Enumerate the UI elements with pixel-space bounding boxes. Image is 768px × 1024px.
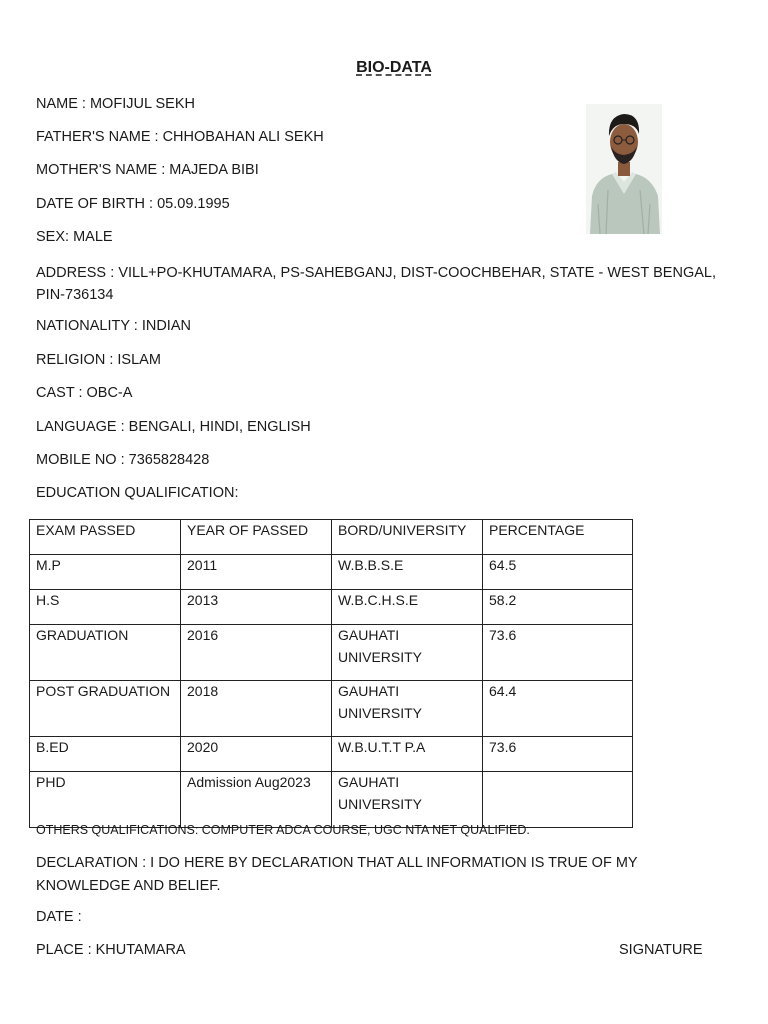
signature-label: SIGNATURE [619,942,703,958]
address-field: ADDRESS : VILL+PO-KHUTAMARA, PS-SAHEBGANJ, DIST-COOCHBEHAR, STATE - WEST BENGAL, PIN-736134 [36,265,716,303]
table-cell: GAUHATI UNIVERSITY [332,772,483,828]
language-field: LANGUAGE : BENGALI, HINDI, ENGLISH [36,419,311,435]
place-field: PLACE : KHUTAMARA [36,942,186,958]
other-qualifications: OTHERS QUALIFICATIONS: COMPUTER ADCA COURSE, UGC NTA NET QUALIFIED. [36,823,530,837]
table-cell: GAUHATI UNIVERSITY [332,681,483,737]
table-cell: H.S [30,590,181,625]
table-cell: B.ED [30,737,181,772]
table-row [30,737,633,772]
table-cell: W.B.B.S.E [332,555,483,590]
table-cell: 73.6 [483,737,633,772]
table-cell: W.B.C.H.S.E [332,590,483,625]
name-field: NAME : MOFIJUL SEKH [36,96,195,112]
table-cell: 64.4 [483,681,633,737]
table-cell: Admission Aug2023 [181,772,332,828]
document-title: BIO-DATA [356,59,432,76]
header-board-university: BORD/UNIVERSITY [332,520,483,555]
table-cell: 73.6 [483,625,633,681]
cast-field: CAST : OBC-A [36,385,133,401]
declaration-text: DECLARATION : I DO HERE BY DECLARATION THAT ALL INFORMATION IS TRUE OF MY KNOWLEDGE AND BELIEF. [36,855,638,894]
table-header-row [30,520,633,555]
religion-field: RELIGION : ISLAM [36,352,161,368]
table-cell: 2013 [181,590,332,625]
table-cell: PHD [30,772,181,828]
table-cell: 58.2 [483,590,633,625]
table-row [30,590,633,625]
table-cell: 2020 [181,737,332,772]
education-table [29,519,633,828]
table-cell: 2016 [181,625,332,681]
table-row [30,681,633,737]
table-cell [483,772,633,828]
father-name-field: FATHER'S NAME : CHHOBAHAN ALI SEKH [36,129,324,145]
table-cell: 2011 [181,555,332,590]
table-cell: M.P [30,555,181,590]
table-cell: W.B.U.T.T P.A [332,737,483,772]
date-of-birth-field: DATE OF BIRTH : 05.09.1995 [36,196,230,212]
header-percentage: PERCENTAGE [483,520,633,555]
table-cell: 2018 [181,681,332,737]
header-exam-passed: EXAM PASSED [30,520,181,555]
table-row [30,772,633,828]
table-cell: GRADUATION [30,625,181,681]
table-cell: GAUHATI UNIVERSITY [332,625,483,681]
mother-name-field: MOTHER'S NAME : MAJEDA BIBI [36,162,259,178]
nationality-field: NATIONALITY : INDIAN [36,318,191,334]
table-row [30,555,633,590]
mobile-field: MOBILE NO : 7365828428 [36,452,210,468]
table-cell: POST GRADUATION [30,681,181,737]
sex-field: SEX: MALE [36,229,113,245]
profile-photo [586,104,662,234]
table-cell: 64.5 [483,555,633,590]
header-year-of-passed: YEAR OF PASSED [181,520,332,555]
table-row [30,625,633,681]
education-heading: EDUCATION QUALIFICATION: [36,485,239,501]
date-label: DATE : [36,909,82,925]
